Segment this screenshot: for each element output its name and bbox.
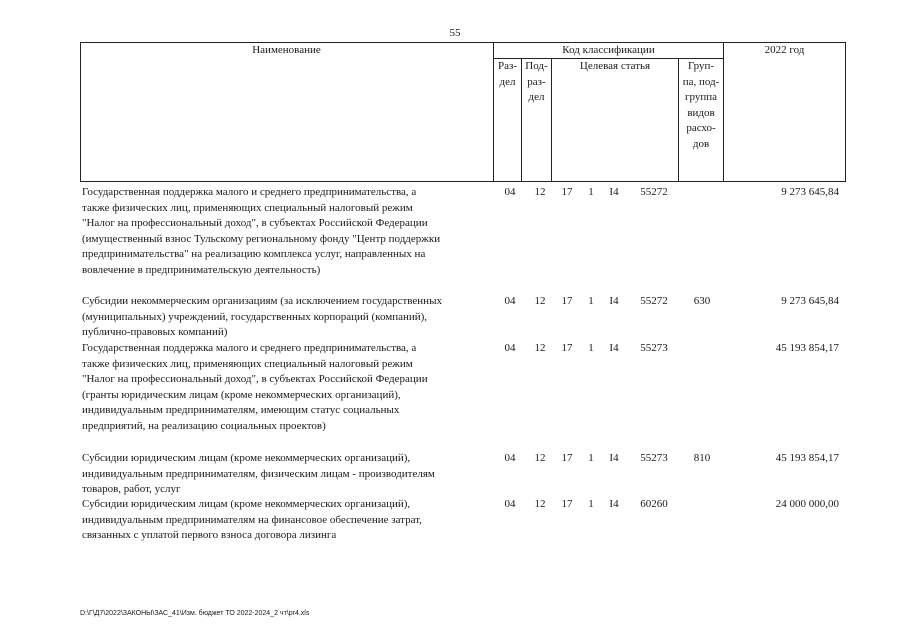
- page-number: 55: [449, 27, 461, 39]
- row-direction: 60260: [640, 498, 668, 510]
- row-sum: 24 000 000,00: [775, 498, 839, 510]
- row-group: 630: [693, 295, 711, 307]
- header-left-border: [80, 42, 81, 182]
- header-group: Груп- па, под- группа видов расхо- дов: [682, 60, 720, 150]
- row-razdel: 04: [504, 186, 516, 198]
- file-path-footer: D:\Г\Д7\2022\ЗАКОНЫ\ЗАС_41\Изм. бюджет ТО 2022-2024_2 чт\pr4.xls: [80, 610, 310, 617]
- table-header: [80, 42, 846, 182]
- row-podrazdel: 12: [534, 342, 546, 354]
- row-program: 17: [561, 498, 573, 510]
- row-sum: 45 193 854,17: [775, 452, 839, 464]
- row-project: I4: [609, 295, 619, 307]
- row-direction: 55273: [640, 342, 668, 354]
- table-row: [82, 185, 848, 280]
- row-project: I4: [609, 498, 619, 510]
- row-project: I4: [609, 452, 619, 464]
- row-razdel: 04: [504, 342, 516, 354]
- row-program: 17: [561, 452, 573, 464]
- table-row: [82, 497, 848, 545]
- header-right-border: [845, 42, 846, 182]
- header-podrazdel: Под- раз- дел: [525, 60, 548, 103]
- table-row: [82, 294, 848, 342]
- row-project: I4: [609, 186, 619, 198]
- row-program: 17: [561, 186, 573, 198]
- row-subprogram: 1: [588, 186, 594, 198]
- row-program: 17: [561, 295, 573, 307]
- row-project: I4: [609, 342, 619, 354]
- header-razdel: Раз- дел: [497, 60, 517, 88]
- row-subprogram: 1: [588, 452, 594, 464]
- header-year: 2022 год: [764, 44, 805, 56]
- row-name: Государственная поддержка малого и среднего предпринимательства, а также физических лиц, применяющих специальный налоговый режим "Налог на профессиональный доход", в субъектах Российской Федерации (имущественный взнос Тульскому региональному фонду "Центр поддержки предпринимательства" на реализацию комплекса услуг, направленных на вовлечение в предпринимательскую деятельность): [82, 186, 441, 276]
- row-name: Государственная поддержка малого и среднего предпринимательства, а также физических лиц, применяющих специальный налоговый режим "Налог на профессиональный доход", в субъектах Российской Федерации (гранты юридическим лицам (кроме некоммерческих организаций), индивидуальным предпринимателям, имеющим статус социальных предприятий, на реализацию социальных проектов): [82, 342, 428, 432]
- header-kod: Код классификации: [562, 44, 655, 56]
- row-direction: 55273: [640, 452, 668, 464]
- header-bottom-border: [80, 181, 846, 182]
- row-podrazdel: 12: [534, 186, 546, 198]
- row-sum: 9 273 645,84: [781, 295, 839, 307]
- row-subprogram: 1: [588, 342, 594, 354]
- table-row: [82, 451, 848, 499]
- row-sum: 45 193 854,17: [775, 342, 839, 354]
- row-podrazdel: 12: [534, 452, 546, 464]
- row-program: 17: [561, 342, 573, 354]
- header-divider-podrazdel: [551, 58, 552, 182]
- row-name: Субсидии некоммерческим организациям (за исключением государственных (муниципальных) учреждений, государственных корпораций (компаний), публично-правовых компаний): [82, 295, 442, 338]
- header-divider-year: [723, 42, 724, 182]
- row-sum: 9 273 645,84: [781, 186, 839, 198]
- header-name: Наименование: [252, 44, 321, 56]
- table-row: [82, 341, 848, 436]
- row-name: Субсидии юридическим лицам (кроме некоммерческих организаций), индивидуальным предпринимателям, физическим лицам - производителям товаров, работ, услуг: [82, 452, 435, 495]
- row-subprogram: 1: [588, 498, 594, 510]
- row-podrazdel: 12: [534, 295, 546, 307]
- row-direction: 55272: [640, 186, 668, 198]
- row-name: Субсидии юридическим лицам (кроме некоммерческих организаций), индивидуальным предпринимателям на финансовое обеспечение затрат, связанных с уплатой первого взноса договора лизинга: [82, 498, 422, 541]
- row-razdel: 04: [504, 498, 516, 510]
- row-subprogram: 1: [588, 295, 594, 307]
- header-tselevaya: Целевая статья: [579, 60, 651, 72]
- row-group: 810: [693, 452, 711, 464]
- row-direction: 55272: [640, 295, 668, 307]
- row-podrazdel: 12: [534, 498, 546, 510]
- row-razdel: 04: [504, 452, 516, 464]
- row-razdel: 04: [504, 295, 516, 307]
